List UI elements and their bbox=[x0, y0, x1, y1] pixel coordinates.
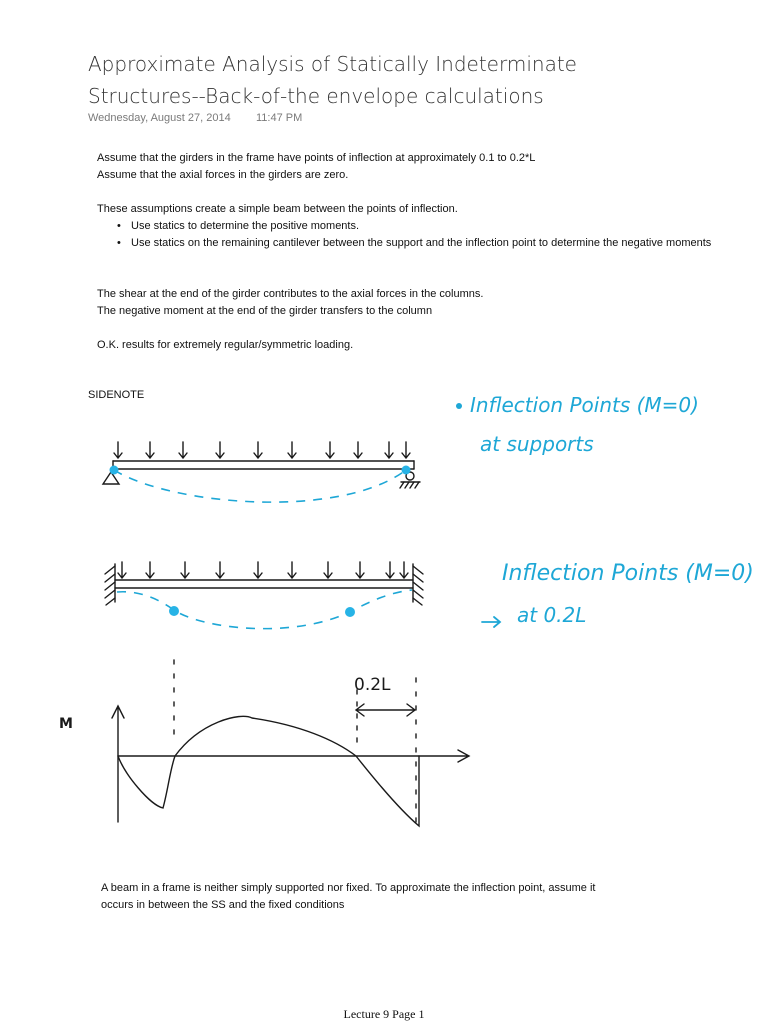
deflected-shape-2 bbox=[117, 590, 412, 629]
fixed-support-left-icon bbox=[105, 564, 115, 605]
title-line-1: Approximate Analysis of Statically Indeterminate bbox=[88, 52, 577, 76]
dimension-arrow bbox=[356, 704, 415, 716]
assumption-inflection: Assume that the girders in the frame have points of inflection at approximately 0.1 to 0.2*L bbox=[97, 152, 536, 164]
inflection-point-marker bbox=[402, 466, 411, 475]
paragraph-conclusion bbox=[101, 880, 721, 914]
distributed-load-arrows bbox=[114, 442, 410, 458]
moment-text: The negative moment at the end of the girder transfers to the column bbox=[97, 305, 433, 317]
page-date: Wednesday, August 27, 2014 bbox=[88, 112, 231, 124]
title-line-2: Structures--Back-of-the envelope calculations bbox=[88, 84, 544, 108]
ok-results-text: O.K. results for extremely regular/symmetric loading. bbox=[97, 339, 354, 351]
page-time: 11:47 PM bbox=[256, 112, 303, 124]
conclusion-line-2: occurs in between the SS and the fixed conditions bbox=[101, 899, 345, 911]
deflected-shape-1 bbox=[114, 470, 406, 502]
annotation-inflection-02l: Inflection Points (M=0) bbox=[502, 561, 754, 586]
annotation-inflection-supports: Inflection Points (M=0) bbox=[470, 393, 699, 417]
dimension-label: 0.2L bbox=[354, 675, 391, 695]
simple-beam-text: These assumptions create a simple beam between the points of inflection. bbox=[97, 203, 458, 215]
annotation-bullet bbox=[456, 403, 462, 409]
moment-axis-label: M bbox=[59, 716, 73, 732]
annotation-at-supports: at supports bbox=[480, 432, 594, 456]
arrow-right-icon bbox=[482, 617, 500, 627]
simply-supported-beam-sketch bbox=[103, 442, 420, 488]
moment-curve bbox=[118, 716, 419, 826]
bullet-item: • Use statics on the remaining cantilever between the support and the inflection point to determine the negative moments bbox=[97, 235, 717, 252]
conclusion-line-1: A beam in a frame is neither simply supported nor fixed. To approximate the inflection point, assume it bbox=[101, 882, 596, 894]
inflection-point-marker bbox=[345, 607, 355, 617]
annotation-at-02l: at 0.2L bbox=[517, 603, 587, 627]
roller-support-icon bbox=[400, 472, 420, 488]
distributed-load-arrows bbox=[118, 562, 408, 578]
page-footer: Lecture 9 Page 1 bbox=[343, 1007, 425, 1021]
inflection-point-marker bbox=[110, 466, 119, 475]
bullet-item: • Use statics to determine the positive moments. bbox=[97, 218, 717, 235]
inflection-point-marker bbox=[169, 606, 179, 616]
sidenote-heading: SIDENOTE bbox=[88, 389, 145, 401]
pin-support-icon bbox=[103, 472, 119, 484]
shear-text: The shear at the end of the girder contributes to the axial forces in the columns. bbox=[97, 288, 484, 300]
assumption-axial: Assume that the axial forces in the girders are zero. bbox=[97, 169, 349, 181]
fixed-support-right-icon bbox=[413, 564, 423, 605]
moment-diagram bbox=[112, 660, 469, 826]
